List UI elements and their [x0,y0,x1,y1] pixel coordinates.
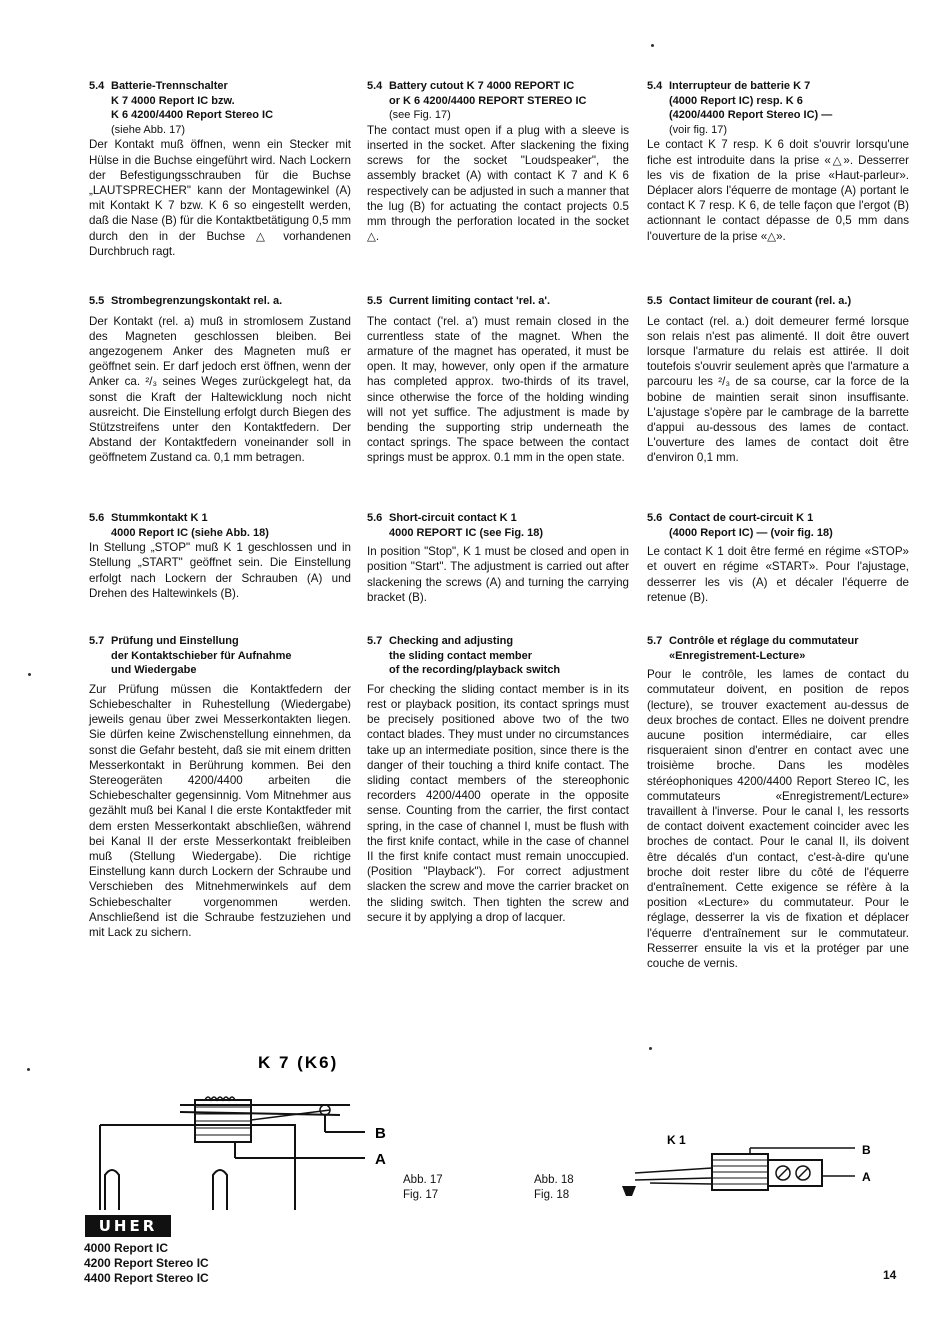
section-number: 5.6 [89,512,105,524]
heading-line: Batterie-Trennschalter [111,80,228,92]
figure-reference: (siehe Abb. 17) [111,123,185,136]
section-body: Der Kontakt (rel. a) muß in stromlosem Zustand des Magneten geschlossen bleiben. Bei angezogenem Anker des Magneten muß er geöffnet sein. Er darf jedoch erst öffnen, wenn der Anker ca. ²/₃ seines Weges zurückgelegt hat, da sonst die Kraft der Haltewicklung noch nicht ausreicht. Die Einstellung erfolgt durch Biegen des Stützstreifens unter den Kontaktfedern. Der Abstand der Kontaktfedern voneinander soll in geöffnetem Zustand ca. 0,1 mm betragen. [89,314,351,465]
figure-18 [600,1128,890,1208]
section-body: In position "Stop", K 1 must be closed and open in position "Start". The adjustment is carried out after slackening the screws (A) and turning the carrying bracket (B). [367,545,629,604]
heading-line: (4000 Report IC) resp. K 6 [669,94,803,107]
section-5-7-en [367,634,629,925]
section-5-6-de [89,511,351,601]
section-number: 5.7 [89,635,105,647]
heading-line: «Enregistrement-Lecture» [669,649,806,662]
section-heading [647,634,909,663]
uher-logo: UHER [85,1215,171,1237]
section-body: In Stellung „STOP" muß K 1 geschlossen und in Stellung „START" geöffnet sein. Die Einstellung erfolgt nach Lockern der Schrauben (A) und Drehen des Haltewinkels (B). [89,541,351,600]
heading-line: K 6 4200/4400 Report Stereo IC [111,109,274,122]
section-body: Zur Prüfung müssen die Kontaktfedern der Schiebeschalter in Ruhestellung (Wiedergabe) jeweils genau über zwei Messerkontakten liegen. Sie dürfen keine Zwischenstellung einnehmen, da sonst die Gefahr besteht, daß sie mit einem dritten Messerkontakt in Berührung kommen. Bei den Stereogeräten 4200/4400 arbeiten die Schiebeschalter gegensinnig. Vom Mitnehmer aus gezählt muß bei Kanal I die erste Kontaktfeder mit dem ersten Messerkontakt abschließen, während bei Kanal II der erste Messerkontakt freibleiben muß (Stellung Wiedergabe). Die richtige Einstellung kann durch Lockern der Schraube und Verschieben des Mitnehmerwinkels auf dem Schiebeschalter vorgenommen werden. Anschließend ist die Schraube festzuziehen und mit Lack zu sichern. [89,682,351,940]
section-number: 5.4 [647,80,663,92]
section-number: 5.5 [89,295,105,307]
section-number: 5.5 [647,295,663,307]
section-number: 5.7 [367,635,383,647]
section-body: Le contact K 1 doit être fermé en régime «STOP» et ouvert en régime «START». Pour l'ajustage, desserrer les vis (A) et décaler l'équerre de retenue (B). [647,545,909,604]
figure-18-title: K 1 [667,1133,686,1147]
section-heading [367,294,629,309]
heading-line: Prüfung und Einstellung [111,635,239,647]
section-heading [367,79,629,123]
section-heading [367,634,629,678]
caption-en: Fig. 18 [534,1189,570,1201]
heading-line: und Wiedergabe [111,664,197,677]
section-5-5-de [89,294,351,466]
figure-17 [95,1050,405,1210]
scan-speck [28,673,31,676]
heading-line: (4200/4400 Report Stereo IC) — [669,109,833,122]
section-5-4-en [367,79,629,244]
model-line: 4000 Report IC [84,1241,169,1255]
section-5-4-de [89,79,351,259]
section-number: 5.6 [647,512,663,524]
figure-reference: (voir fig. 17) [669,123,728,136]
section-5-5-en [367,294,629,466]
heading-line: of the recording/playback switch [389,664,561,677]
section-5-4-fr [647,79,909,244]
page-number: 14 [883,1268,897,1282]
section-5-5-fr [647,294,909,466]
section-number: 5.5 [367,295,383,307]
scan-speck [651,44,654,47]
section-heading [647,511,909,540]
section-number: 5.4 [89,80,105,92]
section-heading [89,294,351,309]
heading-line: 4000 REPORT IC (see Fig. 18) [389,526,544,539]
heading-line: Stummkontakt K 1 [111,512,208,524]
figure-reference: (see Fig. 17) [389,109,451,122]
figure-17-caption [403,1173,443,1203]
section-body: Le contact K 7 resp. K 6 doit s'ouvrir lorsqu'une fiche est introduite dans la prise «△». Desserrer les vis de fixation de la prise «Haut-parleur». Déplacer alors l'équerre de montage (A) portant le contact K 7 resp. K 6, de telle façon que l'ergot (B) actionnant le contact dépasse de 0,5 mm dans l'ouverture de la prise «△». [647,138,909,243]
heading-line: Battery cutout K 7 4000 REPORT IC [389,80,575,92]
caption-de: Abb. 18 [534,1174,574,1186]
section-5-7-de [89,634,351,940]
section-heading [367,511,629,540]
figure-18-label-a: A [862,1170,871,1184]
heading-line: Interrupteur de batterie K 7 [669,80,811,92]
section-body: For checking the sliding contact member is in its rest or playback position, its contact springs must be precisely positioned above two of the two contact blades. They must under no circumstances take up an intermediate position, since there is the danger of their touching a third knife contact. The sliding contact members of the stereophonic recorders 4200/4400 operate in the opposite sense. Counting from the carrier, the first contact spring, in the case of channel I, must be flush with the first knife contact, while in the case of channel II the first knife contact must remain unoccupied. (Position "Playback"). For correct adjustment slacken the screw and move the carrier bracket on the sliding switch. Then tighten the screw and secure it by applying a drop of lacquer. [367,682,629,924]
heading-line: 4000 Report IC (siehe Abb. 18) [111,526,269,539]
model-list [84,1241,209,1286]
heading-line: K 7 4000 Report IC bzw. [111,94,235,107]
heading-line: Contrôle et réglage du commutateur [669,635,859,647]
scan-speck [649,1047,652,1050]
model-line: 4200 Report Stereo IC [84,1256,209,1270]
section-body: Der Kontakt muß öffnen, wenn ein Stecker mit Hülse in die Buchse eingeführt wird. Nach Lockern der Befestigungsschrauben für die Buchse „LAUTSPRECHER" kann der Montagewinkel (A) mit Kontakt K 7 bzw. K 6 so eingestellt werden, daß die Nase (B) für die Kontaktbetätigung 0,5 mm durch den in der Buchse △ vorhandenen Durchbruch ragt. [89,138,351,258]
section-heading [89,511,351,540]
section-5-7-fr [647,634,909,971]
heading-line: Current limiting contact 'rel. a'. [389,295,551,307]
heading-line: der Kontaktschieber für Aufnahme [111,649,292,662]
heading-line: or K 6 4200/4400 REPORT STEREO IC [389,94,587,107]
heading-line: the sliding contact member [389,649,533,662]
section-heading [89,634,351,678]
section-body: The contact ('rel. a') must remain closed in the currentless state of the magnet. When the armature of the magnet has operated, it must be open. It may, however, only open if the armature has completed approx. two-thirds of its travel, since otherwise the force of the holding winding will not yet suffice. The adjustment is made by bending the supporting strip underneath the contact springs. The space between the contact springs must be approx. 0.1 mm in the open state. [367,314,629,465]
section-body: The contact must open if a plug with a sleeve is inserted in the socket. After slackening the fixing screws for the socket "Loudspeaker", the assembly bracket (A) with contact K 7 and K 6 respectively can be adjusted in such a manner that the lug (B) for actuating the contact projects 0.5 mm through the perforation located in the socket △. [367,123,629,244]
section-body: Pour le contrôle, les lames de contact du commutateur doivent, en position de repos (lecture), se trouver exactement au-dessus de deux broches de contact. Elles ne doivent prendre aucune position intermédiaire, car elles risqueraient sinon d'entrer en contact avec une troisième broche. Dans les modèles stéréophoniques 4200/4400 Report Stereo IC, les commutateurs «Enregistrement/Lecture» travaillent à l'inverse. Pour le canal I, les ressorts de contact doivent exactement coincider avec les broches de contact. Pour le canal II, ils doivent être décalés d'un contact, c'est-à-dire qu'une broche doit rester libre du côté de l'équerre d'entraînement. Cette exigence se réfère à la position «Lecture» du commutateur. Pour le réglage, desserrer la vis de fixation et déplacer l'équerre d'entraînement sur le commutateur. Resserrer ensuite la vis et la protéger par une couche de vernis. [647,668,909,971]
section-heading [647,294,909,309]
figure-17-drawing [95,1050,405,1210]
section-heading [647,79,909,137]
scan-speck [27,1068,30,1071]
caption-de: Abb. 17 [403,1174,443,1186]
section-number: 5.6 [367,512,383,524]
heading-line: Contact de court-circuit K 1 [669,512,814,524]
section-number: 5.4 [367,80,383,92]
heading-line: Strombegrenzungskontakt rel. a. [111,295,283,307]
section-number: 5.7 [647,635,663,647]
figure-17-title: K 7 (K6) [258,1053,339,1072]
figure-18-label-b: B [862,1143,871,1157]
model-line: 4400 Report Stereo IC [84,1271,209,1285]
figure-18-caption [534,1173,574,1203]
figure-18-drawing [600,1128,890,1208]
heading-line: Short-circuit contact K 1 [389,512,517,524]
section-5-6-en [367,511,629,605]
section-body: Le contact (rel. a.) doit demeurer fermé lorsque son relais n'est pas alimenté. Il doit être ouvert lorsque l'armature du relais est attirée. Il doit toutefois s'ouvrir seulement après que l'armature a parcouru les ²/₃ de sa course, car la force de la bobine de maintien serait sinon insuffisante. L'ajustage s'opère par le cambrage de la barrette d'appui au-dessous des lames de contact. L'ouverture des lames de contact doit être d'environ 0,1 mm. [647,314,909,465]
figure-17-label-b: B [375,1125,386,1142]
figure-17-label-a: A [375,1151,386,1168]
heading-line: Checking and adjusting [389,635,514,647]
heading-line: Contact limiteur de courant (rel. a.) [669,295,852,307]
section-5-6-fr [647,511,909,605]
heading-line: (4000 Report IC) — (voir fig. 18) [669,526,833,539]
caption-en: Fig. 17 [403,1189,439,1201]
section-heading [89,79,351,137]
